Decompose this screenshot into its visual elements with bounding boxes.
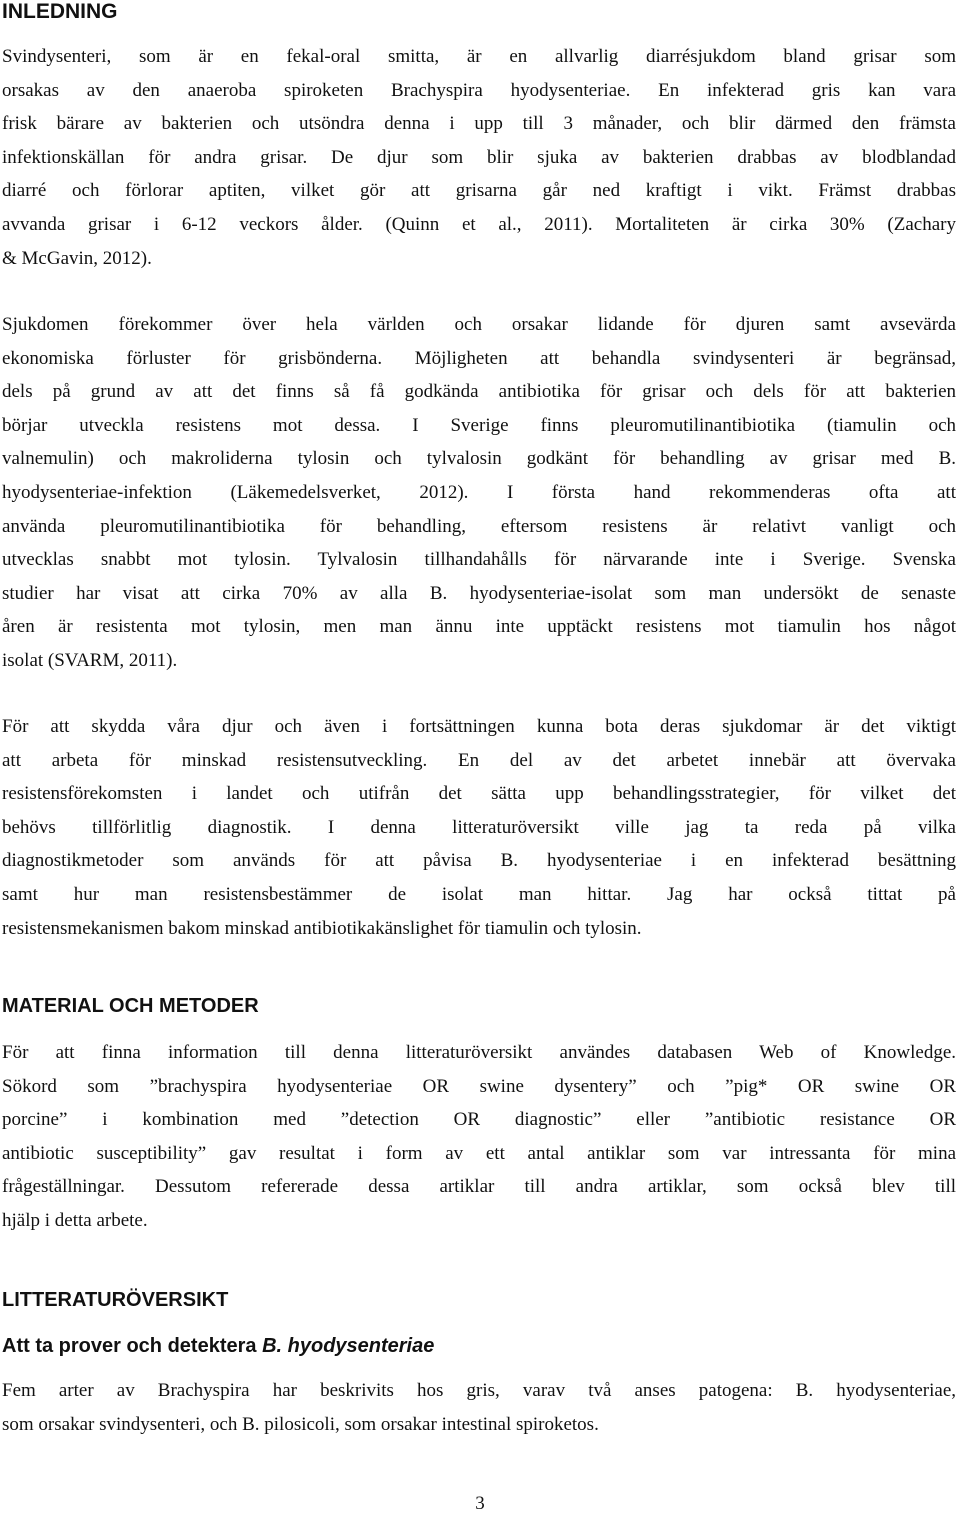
paragraph-line: studier har visat att cirka 70% av alla B. hyodysenteriae-isolat som man undersökt de senaste xyxy=(2,582,956,604)
paragraph-line: Svindysenteri, som är en fekal-oral smitta, är en allvarlig diarrésjukdom bland grisar som xyxy=(2,46,956,67)
paragraph-line: valnemulin) och makroliderna tylosin och tylvalosin godkänt för behandling av grisar med B. xyxy=(2,448,956,470)
paragraph-line: infektionskällan för andra grisar. De djur som blir sjuka av bakterien drabbas av blodblandad xyxy=(2,146,956,168)
paragraph-line: För att skydda våra djur och även i fortsättningen kunna bota deras sjukdomar är det viktigt xyxy=(2,716,956,737)
paragraph-methods xyxy=(2,1036,956,1238)
heading-litteraturoversikt: LITTERATURÖVERSIKT xyxy=(2,1289,229,1311)
paragraph-line: frisk bärare av bakterien och utsöndra denna i upp till 3 månader, och blir därmed den främsta xyxy=(2,113,956,135)
paragraph-line: hjälp i detta arbete. xyxy=(2,1209,148,1231)
paragraph-line: samt hur man resistensbestämmer de isolat man hittar. Jag har också tittat på xyxy=(2,883,956,905)
paragraph-intro-3 xyxy=(2,710,956,945)
paragraph-line: åren är resistenta mot tylosin, men man ännu inte upptäckt resistens mot tiamulin hos något xyxy=(2,616,956,638)
paragraph-line: behövs tillförlitlig diagnostik. I denna litteraturöversikt ville jag ta reda på vilka xyxy=(2,816,956,838)
paragraph-line: använda pleuromutilinantibiotika för behandling, eftersom resistens är relativt vanligt och xyxy=(2,515,956,537)
paragraph-line: & McGavin, 2012). xyxy=(2,247,152,269)
page-number: 3 xyxy=(475,1493,485,1514)
paragraph-line: resistensmekanismen bakom minskad antibiotikakänslighet för tiamulin och tylosin. xyxy=(2,917,642,939)
paragraph-line: porcine” i kombination med ”detection OR diagnostic” eller ”antibiotic resistance OR xyxy=(2,1109,956,1131)
paragraph-line: som orsakar svindysenteri, och B. pilosicoli, som orsakar intestinal spiroketos. xyxy=(2,1413,599,1435)
subheading-text: Att ta prover och detektera xyxy=(2,1335,263,1357)
paragraph-line: diarré och förlorar aptiten, vilket gör att grisarna går ned kraftigt i vikt. Främst drabbas xyxy=(2,180,956,202)
paragraph-line: dels på grund av att det finns så få godkända antibiotika för grisar och dels för att bakterien xyxy=(2,381,956,403)
paragraph-intro-2 xyxy=(2,308,956,678)
subheading-species: B. hyodysenteriae xyxy=(262,1335,435,1357)
heading-inledning: INLEDNING xyxy=(2,0,118,23)
paragraph-line: antibiotic susceptibility” gav resultat i form av ett antal antiklar som var intressanta för mina xyxy=(2,1142,956,1164)
paragraph-line: att arbeta för minskad resistensutveckling. En del av det arbetet innebär att övervaka xyxy=(2,749,956,771)
paragraph-line: utvecklas snabbt mot tylosin. Tylvalosin tillhandahålls för närvarande inte i Sverige. Svenska xyxy=(2,549,956,571)
subheading-prover xyxy=(2,1334,434,1358)
paragraph-line: orsakas av den anaeroba spiroketen Brachyspira hyodysenteriae. En infekterad gris kan vara xyxy=(2,79,956,101)
paragraph-line: Sjukdomen förekommer över hela världen och orsakar lidande för djuren samt avsevärda xyxy=(2,314,956,335)
paragraph-line: resistensförekomsten i landet och utifrån det sätta upp behandlingsstrategier, för vilket det xyxy=(2,783,956,805)
paragraph-line: isolat (SVARM, 2011). xyxy=(2,649,178,671)
paragraph-line: avvanda grisar i 6-12 veckors ålder. (Quinn et al., 2011). Mortaliteten är cirka 30% (Zachary xyxy=(2,213,956,235)
paragraph-literature xyxy=(2,1374,956,1441)
heading-material-och-metoder: MATERIAL OCH METODER xyxy=(2,995,259,1017)
paragraph-line: diagnostikmetoder som används för att påvisa B. hyodysenteriae i en infekterad besättning xyxy=(2,850,956,872)
paragraph-line: frågeställningar. Dessutom refererade dessa artiklar till andra artiklar, som också blev till xyxy=(2,1176,956,1198)
paragraph-line: hyodysenteriae-infektion (Läkemedelsverket, 2012). I första hand rekommenderas ofta att xyxy=(2,481,956,503)
paragraph-line: Fem arter av Brachyspira har beskrivits hos gris, varav två anses patogena: B. hyodysenteriae, xyxy=(2,1380,956,1401)
paragraph-intro-1 xyxy=(2,40,956,275)
paragraph-line: För att finna information till denna litteraturöversikt användes databasen Web of Knowledge. xyxy=(2,1042,956,1063)
paragraph-line: börjar utveckla resistens mot dessa. I Sverige finns pleuromutilinantibiotika (tiamulin och xyxy=(2,414,956,436)
paragraph-line: Sökord som ”brachyspira hyodysenteriae OR swine dysentery” och ”pig* OR swine OR xyxy=(2,1075,956,1097)
paragraph-line: ekonomiska förluster för grisbönderna. Möjligheten att behandla svindysenteri är begränsad, xyxy=(2,347,956,369)
